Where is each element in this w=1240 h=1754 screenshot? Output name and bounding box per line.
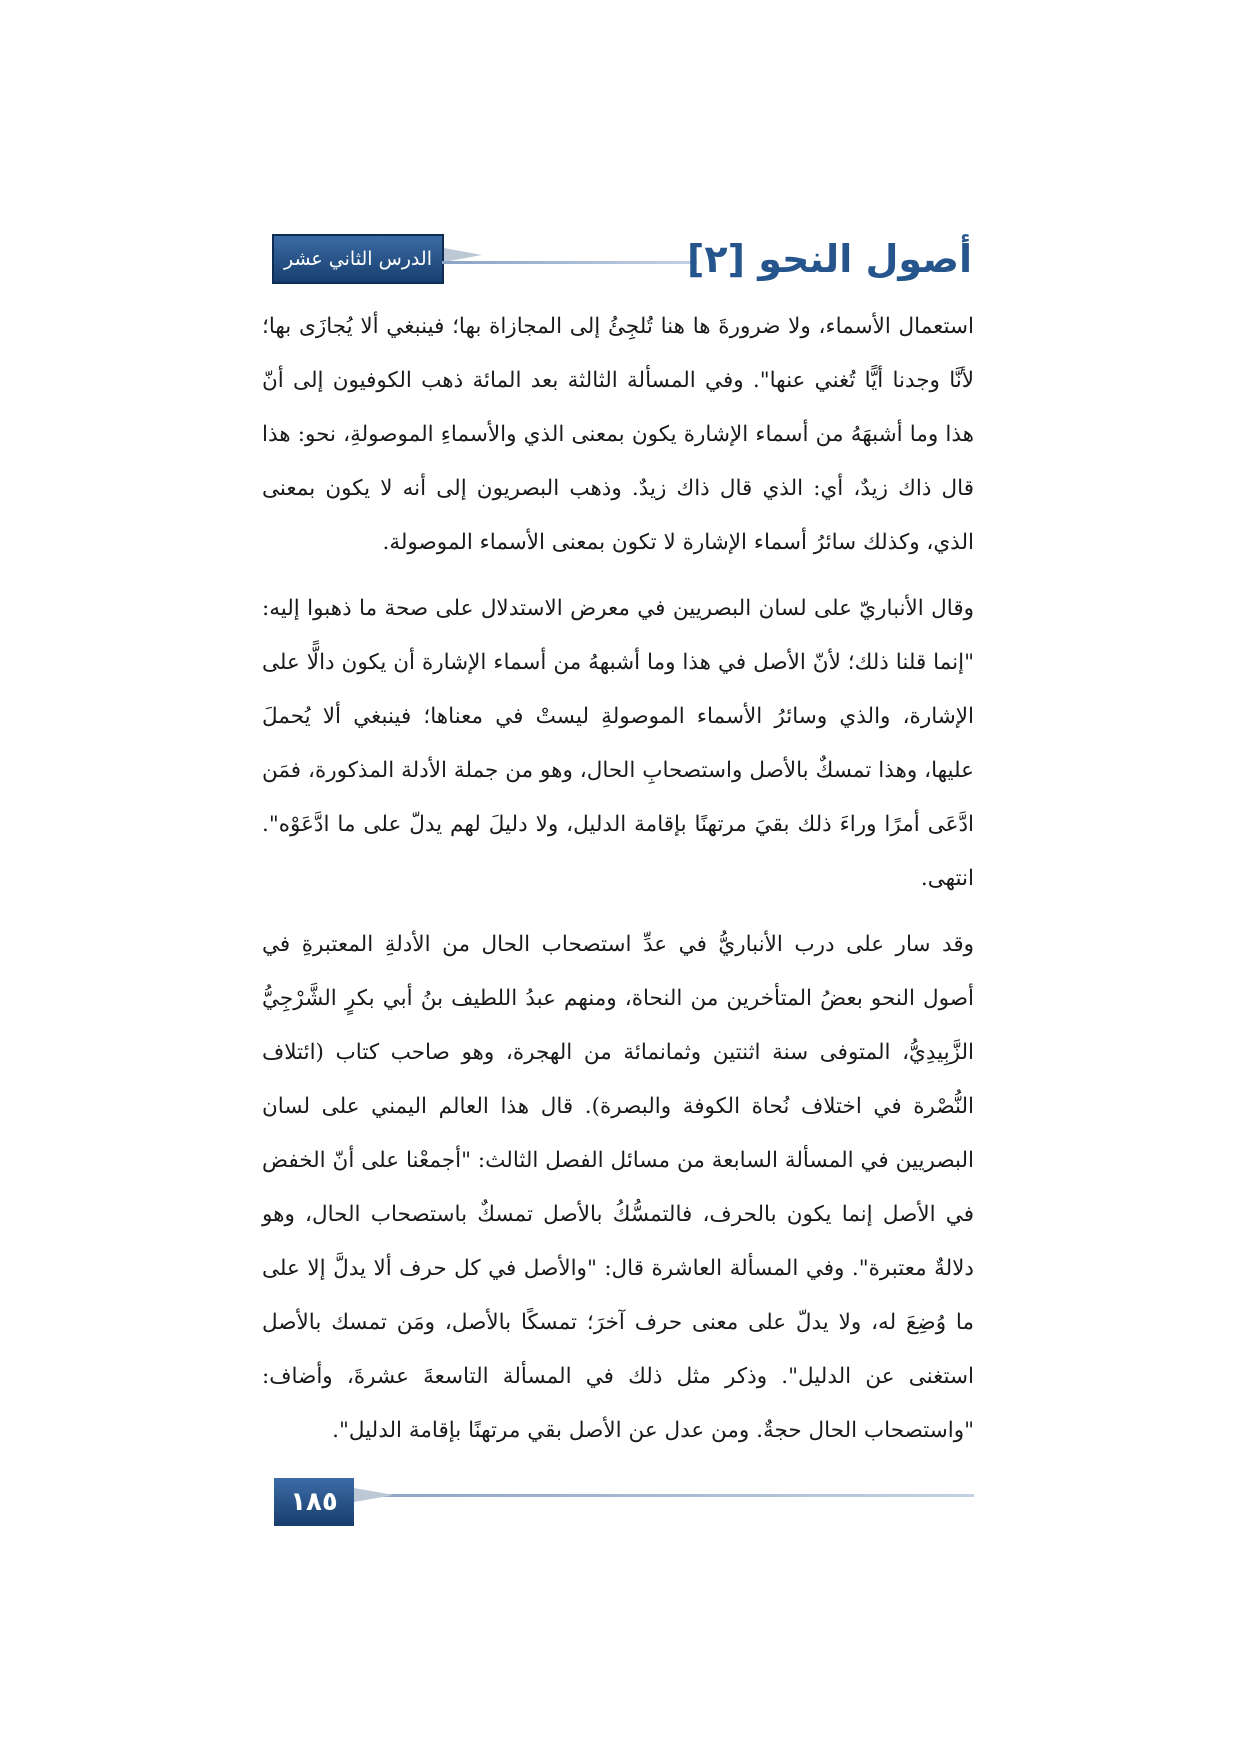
footer-rule (354, 1494, 974, 1497)
page-header (272, 228, 972, 290)
paragraph-2: وقال الأنباريّ على لسان البصريين في معرض الاستدلال على صحة ما ذهبوا إليه: "إنما قلنا ذلك؛ لأنّ الأصل في هذا وما أشبههُ من أسماء الإشارة أن يكون دالًّا على الإشارة، والذي وسائرُ الأسماء الموصولةِ ليستْ في معناها؛ فينبغي ألا يُحملَ عليها، وهذا تمسكٌ بالأصل واستصحابِ الحال، وهو من جملة الأدلة المذكورة، فمَن ادَّعَى أمرًا وراءَ ذلك بقيَ مرتهنًا بإقامة الدليل، ولا دليلَ لهم يدلّ على ما ادَّعَوْه". انتهى. (262, 596, 974, 891)
main-text (262, 300, 974, 1470)
book-title: أصول النحو [٢] (687, 237, 972, 281)
page-footer (274, 1478, 974, 1528)
page-number: ١٨٥ (274, 1478, 354, 1526)
paragraph-3: وقد سار على درب الأنباريُّ في عدِّ استصحاب الحال من الأدلةِ المعتبرةِ في أصول النحو بعضُ المتأخرين من النحاة، ومنهم عبدُ اللطيف بنُ أبي بكرٍ الشَّرْجِيُّ الزَّبِيدِيُّ، المتوفى سنة اثنتين وثمانمائة من الهجرة، وهو صاحب كتاب (ائتلاف النُّصْرة في اختلاف نُحاة الكوفة والبصرة). قال هذا العالم اليمني على لسان البصريين في المسألة السابعة من مسائل الفصل الثالث: "أجمعْنا على أنّ الخفض في الأصل إنما يكون بالحرف، فالتمسُّكُ بالأصل تمسكٌ باستصحاب الحال، وهو دلالةٌ معتبرة". وفي المسألة العاشرة قال: "والأصل في كل حرف ألا يدلَّ إلا على ما وُضِعَ له، ولا يدلّ على معنى حرف آخرَ؛ تمسكًا بالأصل، ومَن تمسك بالأصل استغنى عن الدليل". وذكر مثل ذلك في المسألة التاسعةَ عشرةَ، وأضاف: "واستصحاب الحال حجةٌ. ومن عدل عن الأصل بقي مرتهنًا بإقامة الدليل". (262, 932, 974, 1443)
header-rule (442, 261, 697, 264)
lesson-badge: الدرس الثاني عشر (272, 234, 444, 284)
header-ornament (444, 248, 482, 262)
footer-ornament (354, 1488, 394, 1502)
paragraph-1: استعمال الأسماء، ولا ضرورةَ ها هنا تُلجِئُ إلى المجازاة بها؛ فينبغي ألا يُجازَى بها؛ لأنَّا وجدنا أيًّا تُغني عنها". وفي المسألة الثالثة بعد المائة ذهب الكوفيون إلى أنّ هذا وما أشبهَهُ من أسماء الإشارة يكون بمعنى الذي والأسماءِ الموصولةِ، نحو: هذا قال ذاك زيدٌ، أي: الذي قال ذاك زيدٌ. وذهب البصريون إلى أنه لا يكون بمعنى الذي، وكذلك سائرُ أسماء الإشارة لا تكون بمعنى الأسماء الموصولة. (262, 314, 974, 555)
